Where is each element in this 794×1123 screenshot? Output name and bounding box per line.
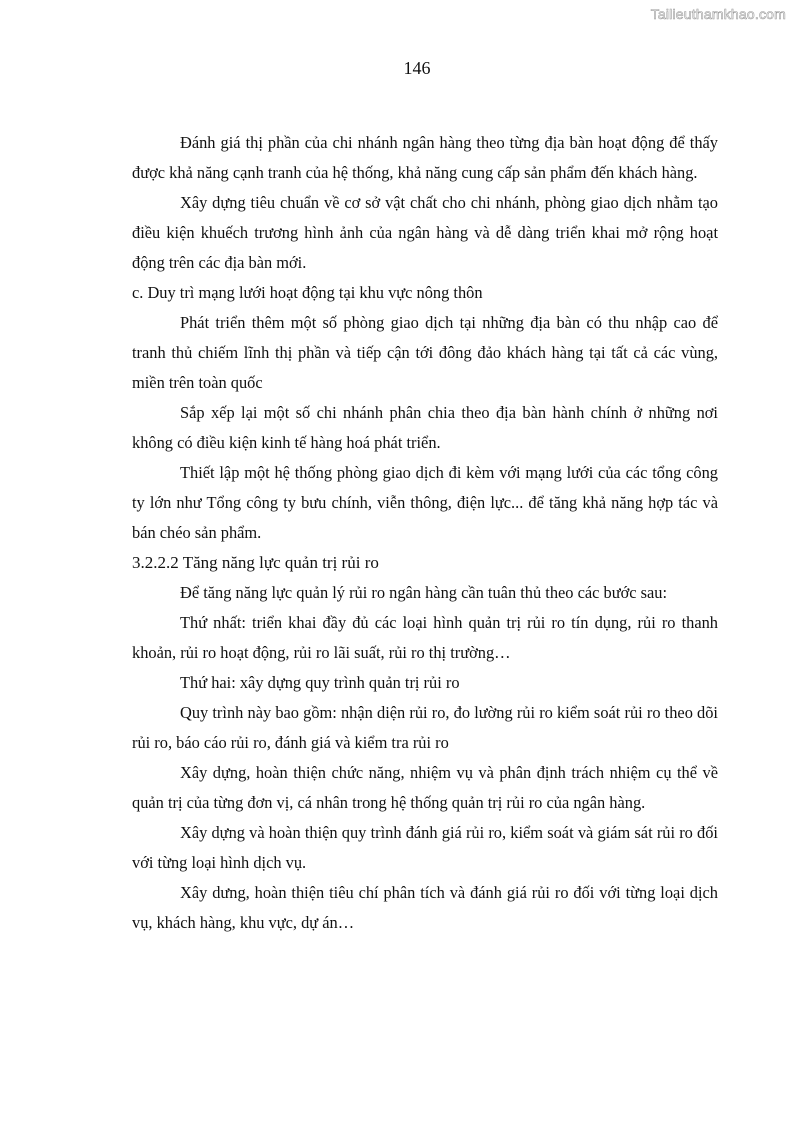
paragraph: Xây dựng tiêu chuẩn về cơ sở vật chất cho chi nhánh, phòng giao dịch nhằm tạo điều kiện khuếch trương hình ảnh của ngân hàng và dễ dàng triển khai mở rộng hoạt động trên các địa bàn mới. [132,193,718,272]
paragraph: Xây dựng, hoàn thiện chức năng, nhiệm vụ và phân định trách nhiệm cụ thể về quản trị của từng đơn vị, cá nhân trong hệ thống quản trị rủi ro của ngân hàng. [132,763,718,812]
paragraph: Đánh giá thị phần của chi nhánh ngân hàng theo từng địa bàn hoạt động để thấy được khả năng cạnh tranh của hệ thống, khả năng cung cấp sản phẩm đến khách hàng. [132,133,718,182]
paragraph: Xây dựng và hoàn thiện quy trình đánh giá rủi ro, kiểm soát và giám sát rủi ro đối với từng loại hình dịch vụ. [132,823,718,872]
page-number: 146 [403,58,431,78]
paragraph: Để tăng năng lực quản lý rủi ro ngân hàng cần tuân thủ theo các bước sau: [180,583,668,602]
paragraph: Thứ nhất: triển khai đầy đủ các loại hình quản trị rủi ro tín dụng, rủi ro thanh khoản, rủi ro hoạt động, rủi ro lãi suất, rủi ro thị trường… [132,613,718,662]
paragraph: Sắp xếp lại một số chi nhánh phân chia theo địa bàn hành chính ở những nơi không có điều kiện kinh tế hàng hoá phát triển. [132,403,718,452]
subsection-heading: c. Duy trì mạng lưới hoạt động tại khu vực nông thôn [132,283,483,302]
paragraph: Phát triển thêm một số phòng giao dịch tại những địa bàn có thu nhập cao để tranh thủ chiếm lĩnh thị phần và tiếp cận tới đông đảo khách hàng tại tất cả các vùng, miền trên toàn quốc [132,313,718,392]
watermark: Tailieuthamkhao.com [650,6,786,22]
paragraph: Xây dưng, hoàn thiện tiêu chí phân tích và đánh giá rủi ro đối với từng loại dịch vụ, khách hàng, khu vực, dự án… [132,883,718,932]
paragraph: Thứ hai: xây dựng quy trình quản trị rủi ro [180,673,460,692]
paragraph: Quy trình này bao gồm: nhận diện rủi ro, đo lường rủi ro kiểm soát rủi ro theo dõi rủi ro, báo cáo rủi ro, đánh giá và kiểm tra rủi ro [132,703,718,752]
paragraph: Thiết lập một hệ thống phòng giao dịch đi kèm với mạng lưới của các tổng công ty lớn như Tổng công ty bưu chính, viễn thông, điện lực... để tăng khả năng hợp tác và bán chéo sản phẩm. [132,463,718,542]
section-heading: 3.2.2.2 Tăng năng lực quản trị rủi ro [132,553,379,572]
document-body [132,128,718,938]
